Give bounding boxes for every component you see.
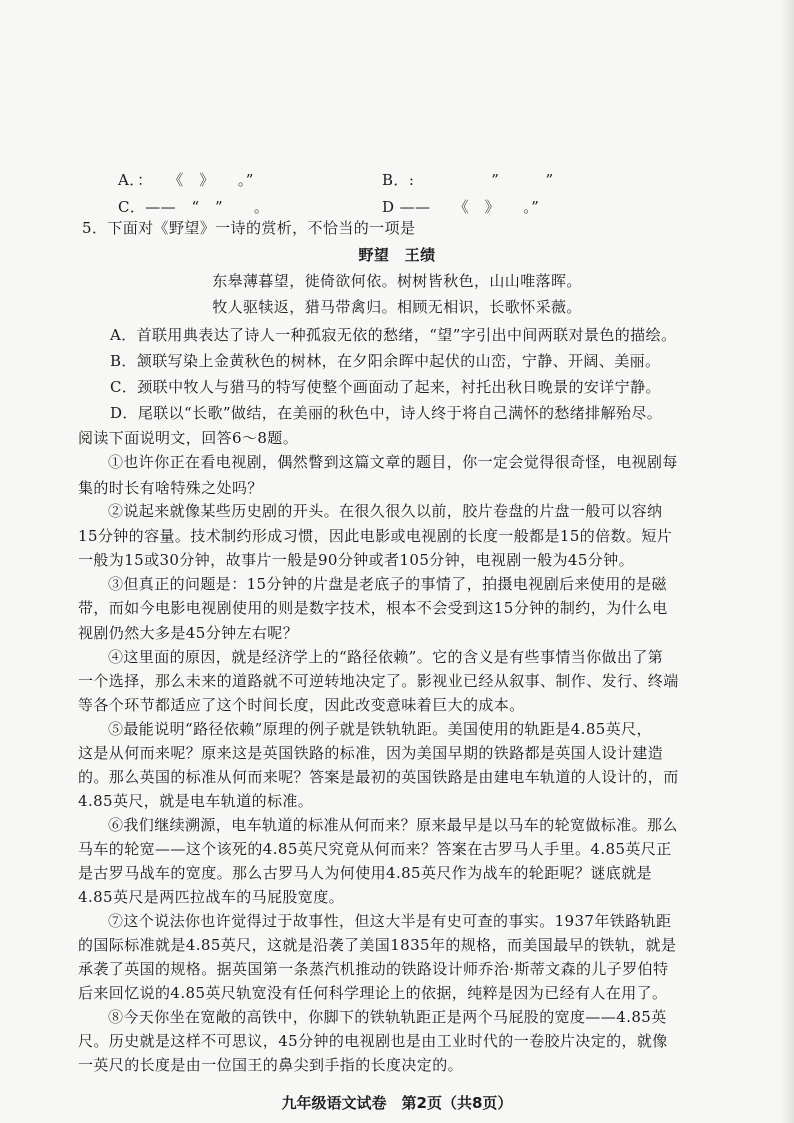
poem-title: 野望 王绩 — [358, 246, 436, 264]
passage-line: 4.85英尺是两匹拉战车的马屁股宽度。 — [78, 888, 344, 906]
passage-line: ②说起来就像某些历史剧的开头。在很久很久以前，胶片卷盘的片盘一般可以容纳 — [108, 502, 663, 520]
q5-option-b: B．颔联写染上金黄秋色的树林，在夕阳余晖中起伏的山峦，宁静、开阔、美丽。 — [110, 352, 661, 370]
reading-intro: 阅读下面说明文，回答6～8题。 — [78, 429, 299, 447]
passage-line: ⑤最能说明“路径依赖”原理的例子就是铁轨轨距。美国使用的轨距是4.85英尺， — [108, 720, 652, 738]
passage-line: 视剧仍然大多是45分钟左右呢？ — [78, 624, 299, 642]
scan-edge-shadow — [780, 0, 794, 1123]
passage-line: 的国际标准就是4.85英尺，这就是沿袭了美国1835年的规格，而美国最早的铁轨，就是 — [78, 936, 677, 954]
passage-line: 4.85英尺，就是电车轨道的标准。 — [78, 792, 314, 810]
passage-line: ①也许你正在看电视剧，偶然瞥到这篇文章的题目，你一定会觉得很奇怪，电视剧每 — [108, 453, 678, 471]
passage-line: 15分钟的容量。技术制约形成习惯，因此电影或电视剧的长度一般都是15的倍数。短片 — [78, 527, 673, 545]
passage-line: 一英尺的长度是由一位国王的鼻尖到手指的长度决定的。 — [78, 1056, 464, 1074]
passage-line: 带，而如今电影电视剧使用的则是数字技术，根本不会受到这15分钟的制约，为什么电 — [78, 599, 668, 617]
passage-line: 后来回忆说的4.85英尺轨宽没有任何科学理论上的依据，纯粹是因为已经有人在用了。 — [78, 984, 668, 1002]
passage-line: 是古罗马战车的宽度。那么古罗马人为何使用4.85英尺作为战车的轮距呢？谜底就是 — [78, 864, 653, 882]
passage-line: 承袭了英国的规格。据英国第一条蒸汽机推动的铁路设计师乔治·斯蒂文森的儿子罗伯特 — [78, 960, 669, 978]
passage-line: 等各个环节都适应了这个时间长度，因此改变意味着巨大的成本。 — [78, 696, 525, 714]
option-a-row1: A．： 《 》 。” — [118, 171, 254, 189]
poem-line-2: 牧人驱犊返，猎马带禽归。相顾无相识，长歌怀采薇。 — [212, 298, 582, 316]
passage-line: 尺。历史就是这样不可思议，45分钟的电视剧也是由工业时代的一卷胶片决定的，就像 — [78, 1032, 668, 1050]
passage-line: ⑦这个说法你也许觉得过于故事性，但这大半是有史可查的事实。1937年铁路轨距 — [108, 912, 672, 930]
passage-line: 一个选择，那么未来的道路就不可逆转地决定了。影视业已经从叙事、制作、发行、终端 — [78, 672, 679, 690]
option-b-row1: B．: ” ” — [382, 171, 554, 189]
option-c-row2: C．—— “ ” 。 — [118, 198, 270, 216]
q5-option-c: C．颈联中牧人与猎马的特写使整个画面动了起来，衬托出秋日晚景的安详宁静。 — [110, 378, 661, 396]
passage-line: 马车的轮宽——这个该死的4.85英尺究竟从何而来？答案在古罗马人手里。4.85英尺正 — [78, 840, 672, 858]
passage-line: 一般为15或30分钟，故事片一般是90分钟或者105分钟，电视剧一般为45分钟。 — [78, 551, 634, 569]
page-footer: 九年级语文试卷 第2页（共8页） — [281, 1094, 513, 1112]
option-d-row2: D —— 《 》 。” — [382, 198, 540, 216]
question-5-stem: 5．下面对《野望》一诗的赏析，不恰当的一项是 — [82, 219, 416, 237]
q5-option-d: D．尾联以“长歌”做结，在美丽的秋色中，诗人终于将自己满怀的愁绪排解殆尽。 — [110, 404, 663, 422]
passage-line: ⑥我们继续溯源，电车轨道的标准从何而来？原来最早是以马车的轮宽做标准。那么 — [108, 816, 678, 834]
passage-line: ④这里面的原因，就是经济学上的“路径依赖”。它的含义是有些事情当你做出了第 — [108, 648, 664, 666]
passage-line: ③但真正的问题是：15分钟的片盘是老底子的事情了，拍摄电视剧后来使用的是磁 — [108, 575, 667, 593]
poem-line-1: 东皋薄暮望，徙倚欲何依。树树皆秋色，山山唯落晖。 — [212, 272, 582, 290]
passage-line: 这是从何而来呢？原来这是英国铁路的标准，因为美国早期的铁路都是英国人设计建造 — [78, 744, 664, 762]
passage-line: 集的时长有啥特殊之处吗？ — [78, 479, 263, 497]
passage-line: 的。那么英国的标准从何而来呢？答案是最初的英国铁路是由建电车轨道的人设计的，而 — [78, 768, 679, 786]
passage-line: ⑧今天你坐在宽敞的高铁中，你脚下的铁轨轨距正是两个马屁股的宽度——4.85英 — [108, 1008, 667, 1026]
q5-option-a: A．首联用典表达了诗人一种孤寂无依的愁绪，“望”字引出中间两联对景色的描绘。 — [110, 326, 677, 344]
